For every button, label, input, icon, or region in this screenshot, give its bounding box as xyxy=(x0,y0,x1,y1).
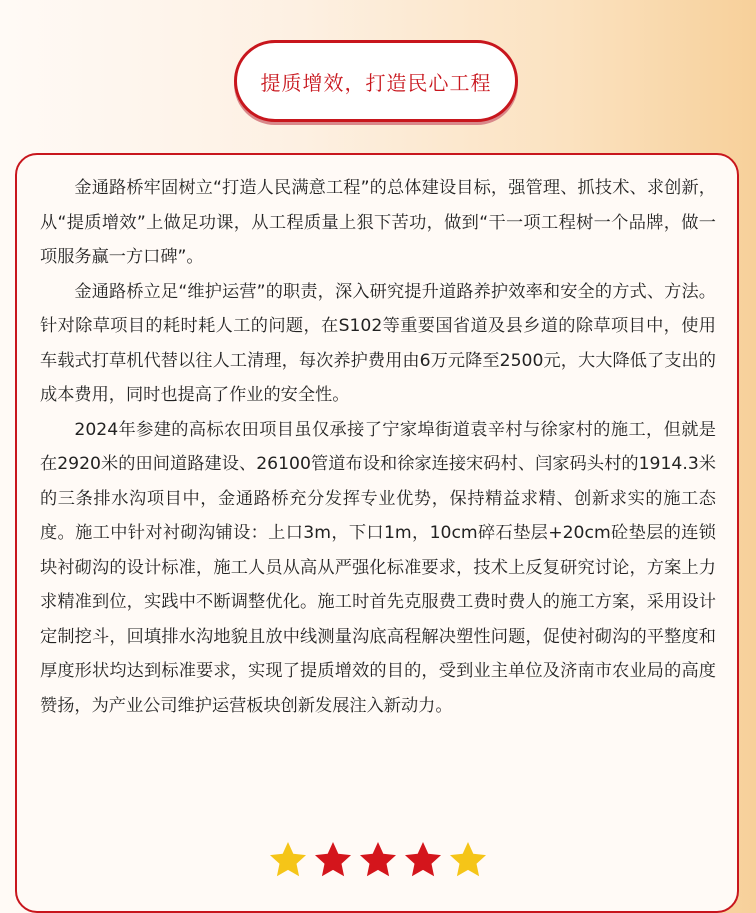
star-icon-1 xyxy=(268,840,308,880)
star-icon-3 xyxy=(358,840,398,880)
paragraph-1: 金通路桥牢固树立“打造人民满意工程”的总体建设目标，强管理、抓技术、求创新，从“提质增效”上做足功课，从工程质量上狠下苦功，做到“干一项工程树一个品牌，做一项服务赢一方口碑”。 xyxy=(40,178,716,267)
page-title: 提质增效，打造民心工程 xyxy=(260,70,492,95)
star-rating xyxy=(268,837,488,883)
star-icon-2 xyxy=(313,840,353,880)
title-banner xyxy=(234,40,518,122)
star-icon-5 xyxy=(448,840,488,880)
paragraph-2: 金通路桥立足“维护运营”的职责，深入研究提升道路养护效率和安全的方式、方法。针对除草项目的耗时耗人工的问题，在S102等重要国省道及县乡道的除草项目中，使用车载式打草机代替以往人工清理，每次养护费用由6万元降至2500元，大大降低了支出的成本费用，同时也提高了作业的安全性。 xyxy=(40,281,716,405)
paragraph-3: 2024年参建的高标农田项目虽仅承接了宁家埠街道袁辛村与徐家村的施工，但就是在2920米的田间道路建设、26100管道布设和徐家连接宋码村、闫家码头村的1914.3米的三条排水沟项目中，金通路桥充分发挥专业优势，保持精益求精、创新求实的施工态度。施工中针对衬砌沟铺设：上口3m，下口1m，10cm碎石垫层+20cm砼垫层的连锁块衬砌沟的设计标准，施工人员从高从严强化标准要求，技术上反复研究讨论，方案上力求精准到位，实践中不断调整优化。施工时首先克服费工费时费人的施工方案，采用设计定制挖斗，回填排水沟地貌且放中线测量沟底高程解决塑性问题，促使衬砌沟的平整度和厚度形状均达到标准要求，实现了提质增效的目的，受到业主单位及济南市农业局的高度赞扬，为产业公司维护运营板块创新发展注入新动力。 xyxy=(40,419,716,716)
article-body xyxy=(40,171,716,723)
star-icon-4 xyxy=(403,840,443,880)
